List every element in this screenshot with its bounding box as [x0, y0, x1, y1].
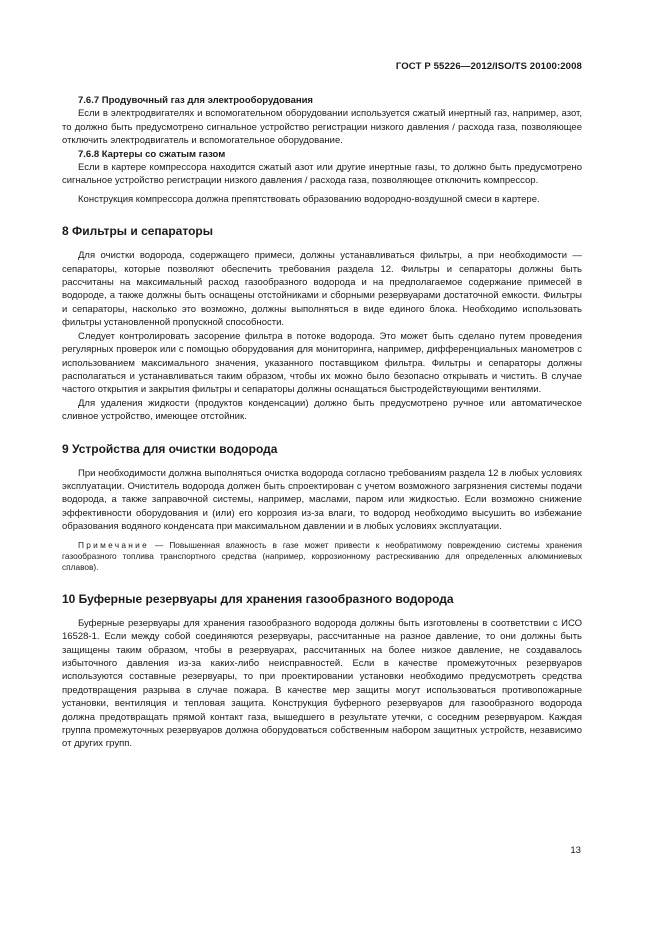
page-number: 13: [570, 845, 581, 856]
paragraph-9-1: При необходимости должна выполняться очистка водорода согласно требованиям раздела 12 в любых условиях эксплуатации. Очиститель водорода должен быть спроектирован с учетом возможного загрязнения системы подачи водорода, а также заправочной системы, например, маслами, паром или жидкостью. Если возможно снижение эффективности оборудования и (или) его коррозия из-за влаги, то водород необходимо высушить во избежание образования водяного конденсата при максимальном давлении и в любых условиях эксплуатации.: [62, 467, 582, 533]
subsection-title-7-6-7: 7.6.7 Продувочный газ для электрооборудования: [78, 95, 313, 106]
paragraph-8-1: Для очистки водорода, содержащего примеси, должны устанавливаться фильтры, а при необходимости — сепараторы, которые позволяют обеспечить требования раздела 12. Фильтры и сепараторы должны быть рассчитаны на максимальный расход газообразного водорода и на предполагаемое содержание примесей в водороде, а также должны быть оснащены отстойниками и сборными резервуарами достаточной емкости. Фильтры и сепараторы, насколько это возможно, должны выполняться в виде единого блока. Необходимо использовать фильтры установленной пропускной способности.: [62, 250, 582, 329]
paragraph-7-6-8-2: Конструкция компрессора должна препятствовать образованию водородно-воздушной смеси в картере.: [78, 193, 540, 205]
paragraph-7-6-7: Если в электродвигателях и вспомогательном оборудовании используется сжатый инертный газ, например, азот, то должно быть предусмотрено сигнальное устройство регистрации низкого давления / расхода газа, позволяющее отключить электродвигатель и вспомогательное оборудование.: [62, 108, 582, 147]
section-title-10: 10 Буферные резервуары для хранения газообразного водорода: [62, 591, 454, 606]
note-text: — Повышенная влажность в газе может привести к необратимому повреждению системы хранения газообразного топлива транспортного средства (например, коррозионному растрескиванию для определенных алюминиевых сплавов).: [62, 539, 582, 573]
section-title-9: 9 Устройства для очистки водорода: [62, 441, 278, 456]
document-header: ГОСТ Р 55226—2012/ISO/TS 20100:2008: [395, 61, 582, 72]
paragraph-10-1: Буферные резервуары для хранения газообразного водорода должны быть изготовлены в соответствии с ИСО 16528-1. Если между собой соединяются резервуары, рассчитанные на разное давление, то они должны быть защищены таким образом, чтобы в резервуарах, рассчитанных на более низкое давление, не создавалось избыточного давления из-за каких-либо неисправностей. Если в качестве промежуточных резервуаров используются составные резервуары, то при проектировании установки необходимо предусмотреть средства предотвращения разрыва в случае пожара. В качестве мер защиты могут использоваться противопожарные установки, вентиляция и тепловая защита. Конструкция буферного резервуаров для газообразного водорода должна предотвращать прямой контакт газа, вышедшего в результате утечки, с соседним резервуаром. Каждая группа промежуточных резервуаров должна оборудоваться собственным набором защитных устройств, независимо от других групп.: [62, 617, 582, 750]
paragraph-8-2: Следует контролировать засорение фильтра в потоке водорода. Это может быть сделано путем проведения регулярных проверок или с помощью оборудования для мониторинга, например, дифференциальных манометров с использованием максимального значения, указанного поставщиком фильтра. Фильтры и сепараторы должны располагаться и устанавливаться таким образом, чтобы их можно было безопасно открывать и чистить. В случае частого открытия и закрытия фильтры и сепараторы должны оснащаться быстродействующими вентилями.: [62, 330, 582, 396]
note-label: Примечание: [78, 539, 150, 550]
paragraph-8-3: Для удаления жидкости (продуктов конденсации) должно быть предусмотрено ручное или автоматическое сливное устройство, имеющее отстойник.: [62, 397, 582, 423]
note: [62, 540, 582, 574]
paragraph-7-6-8-1: Если в картере компрессора находится сжатый азот или другие инертные газы, то должно быть предусмотрено сигнальное устройство регистрации низкого давления / расхода газа, позволяющее отключить компрессор.: [62, 162, 582, 187]
document-body: [62, 94, 582, 751]
subsection-title-7-6-8: 7.6.8 Картеры со сжатым газом: [78, 148, 226, 160]
section-title-8: 8 Фильтры и сепараторы: [62, 224, 213, 239]
